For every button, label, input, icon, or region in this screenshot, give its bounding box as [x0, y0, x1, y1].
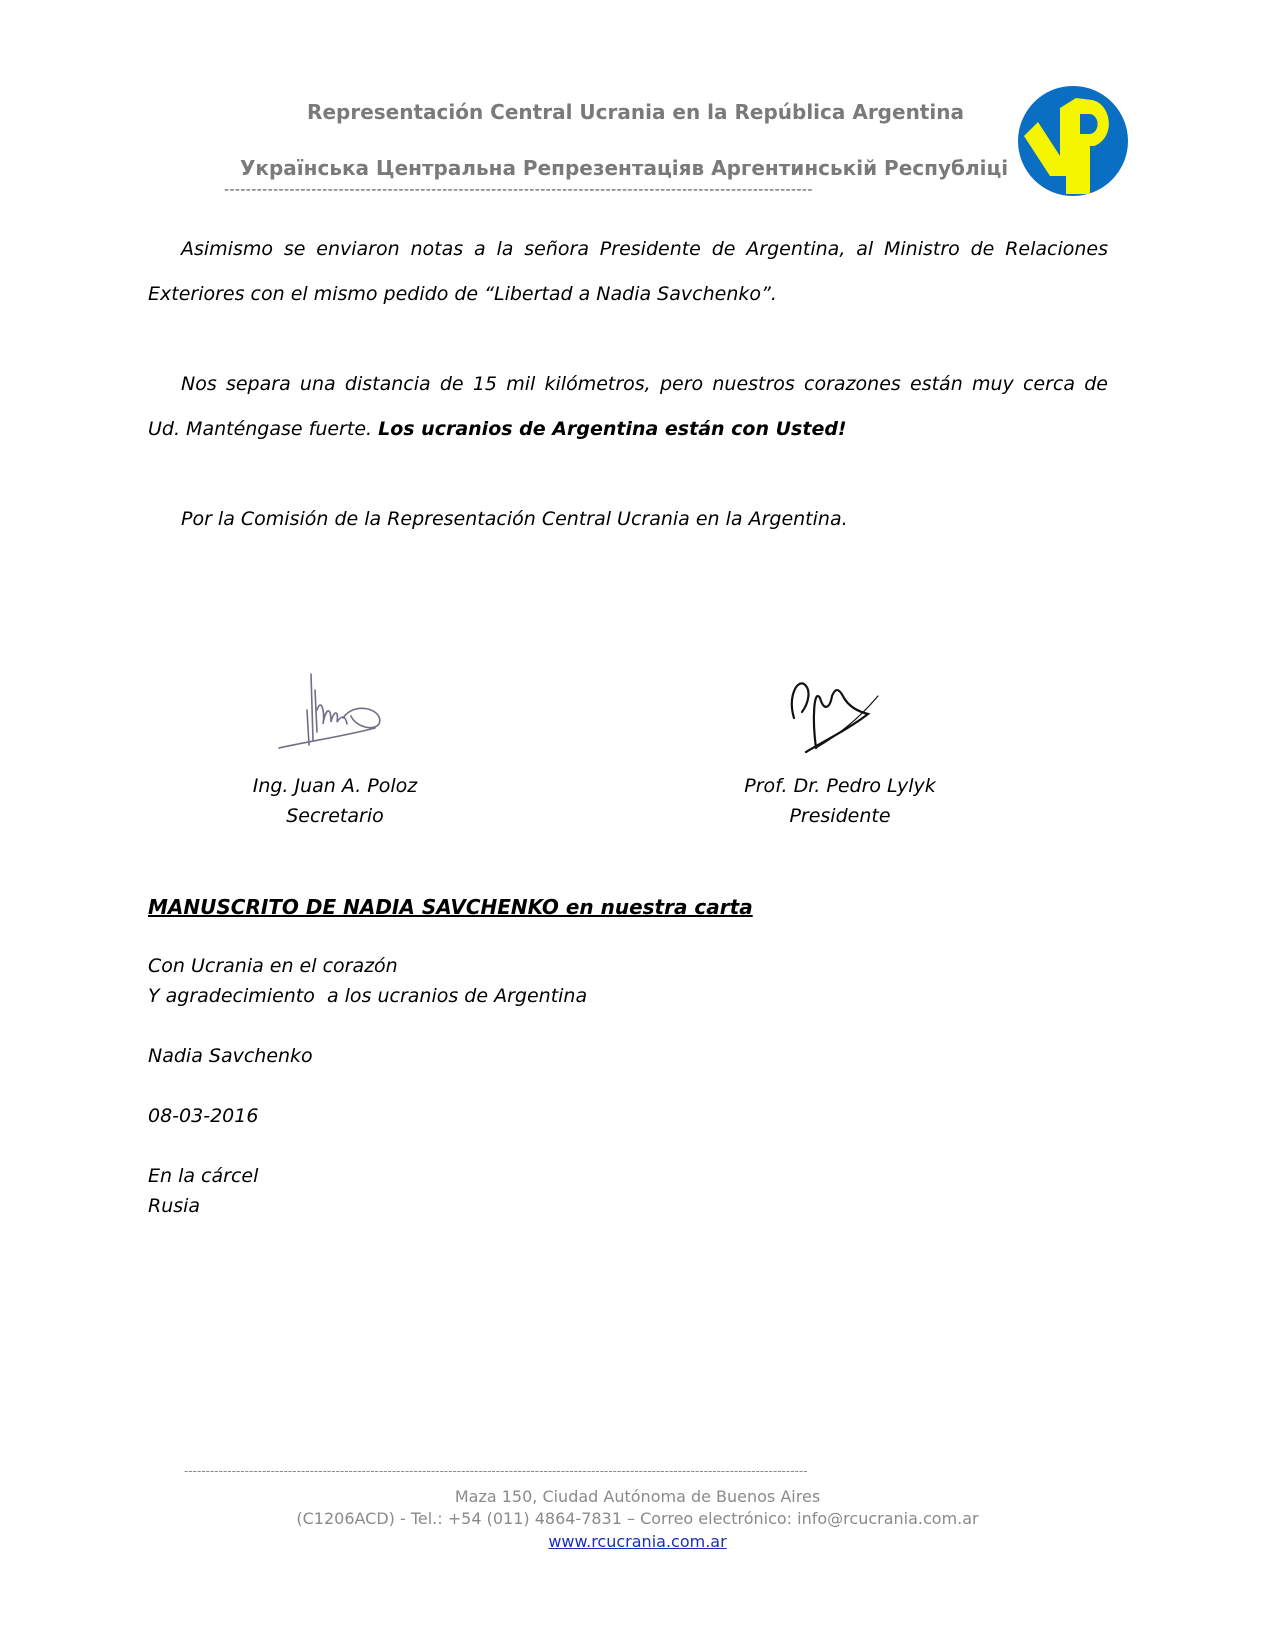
- paragraph-1-line-2-text: Exteriores con el mismo pedido de “Libertad a Nadia Savchenko”.: [148, 283, 777, 305]
- manuscript-country: [148, 1195, 200, 1217]
- manuscript-date-text: 08-03-2016: [148, 1105, 259, 1127]
- footer-contact-text: (C1206ACD) - Tel.: +54 (011) 4864-7831 – Correo electrónico: info@rcucrania.com.ar: [296, 1509, 979, 1528]
- header-title-uk-text: Українська Центральна Репрезентаціяв Аргентинській Республіці: [240, 156, 1009, 180]
- paragraph-2-line-2-bold: Los ucranios de Argentina están con Usted!: [378, 418, 847, 440]
- signatory-lylyk-role: [700, 805, 980, 827]
- paragraph-2-line-2: [148, 418, 847, 440]
- signature-poloz-stroke-2: [317, 705, 347, 724]
- manuscript-heading: [148, 895, 753, 919]
- signatory-poloz-role: [200, 805, 470, 827]
- footer-separator-text: ------------------------------------------------------------------------------------------------------------------------------------------------: [184, 1464, 808, 1478]
- signature-poloz-stroke-4: [279, 728, 375, 748]
- manuscript-line-text: Y agradecimiento a los ucranios de Argentina: [148, 985, 588, 1007]
- logo-svg: [1016, 84, 1130, 198]
- manuscript-line: [148, 955, 398, 977]
- paragraph-2-line-2-normal: Ud. Manténgase fuerte.: [148, 418, 379, 440]
- manuscript-signature-name-text: Nadia Savchenko: [148, 1045, 313, 1067]
- paragraph-1-line-1-text: Asimismo se enviaron notas a la señora Presidente de Argentina, al Ministro de Relaciones: [181, 238, 1108, 260]
- signatory-lylyk-name: [700, 775, 980, 797]
- signature-poloz-stroke-3: [343, 708, 380, 727]
- signatory-lylyk-role-text: Presidente: [789, 805, 891, 827]
- signature-poloz-svg: [275, 670, 395, 760]
- header-separator: [224, 182, 1036, 198]
- signature-lylyk-icon: [786, 678, 896, 758]
- paragraph-2-line-1-text: Nos separa una distancia de 15 mil kilómetros, pero nuestros corazones están muy cerca de: [181, 373, 1108, 395]
- footer-address: [0, 1487, 1275, 1506]
- paragraph-1-line-1: [181, 238, 1108, 260]
- signatory-poloz-name-text: Ing. Juan A. Poloz: [252, 775, 418, 797]
- paragraph-1-line-2: [148, 283, 777, 305]
- header-separator-text: ------------------------------------------------------------------------------------------------------------: [224, 182, 813, 198]
- manuscript-place-text: En la cárcel: [148, 1165, 259, 1187]
- paragraph-2-line-1: [181, 373, 1108, 395]
- signature-poloz-icon: [275, 670, 395, 760]
- signature-lylyk-stroke-1: [792, 683, 809, 718]
- signature-lylyk-svg: [786, 678, 896, 758]
- header-title-es-text: Representación Central Ucrania en la República Argentina: [307, 100, 964, 124]
- manuscript-country-text: Rusia: [148, 1195, 201, 1217]
- manuscript-date: [148, 1105, 258, 1127]
- header-title-uk: [240, 156, 1008, 180]
- signatory-poloz-name: [200, 775, 470, 797]
- footer-separator: [184, 1464, 1072, 1478]
- signature-poloz-stroke-1: [307, 674, 317, 745]
- manuscript-signature-name: [148, 1045, 313, 1067]
- footer-website: [0, 1532, 1275, 1551]
- paragraph-3-text: Por la Comisión de la Representación Central Ucrania en la Argentina.: [181, 508, 848, 530]
- signatory-poloz-role-text: Secretario: [286, 805, 384, 827]
- ucr-logo-icon: [1016, 84, 1130, 198]
- paragraph-3: [181, 508, 848, 530]
- signatory-lylyk-name-text: Prof. Dr. Pedro Lylyk: [744, 775, 936, 797]
- manuscript-line: [148, 985, 587, 1007]
- manuscript-place: [148, 1165, 258, 1187]
- logo-glyph-hole: [1080, 114, 1098, 134]
- footer-address-text: Maza 150, Ciudad Autónoma de Buenos Aires: [454, 1487, 821, 1506]
- manuscript-line-text: Con Ucrania en el corazón: [148, 955, 398, 977]
- signature-lylyk-stroke-2: [806, 690, 868, 752]
- footer-contact: [0, 1509, 1275, 1528]
- footer-website-link[interactable]: www.rcucrania.com.ar: [548, 1532, 727, 1551]
- manuscript-heading-text: MANUSCRITO DE NADIA SAVCHENKO en nuestra carta: [148, 895, 753, 919]
